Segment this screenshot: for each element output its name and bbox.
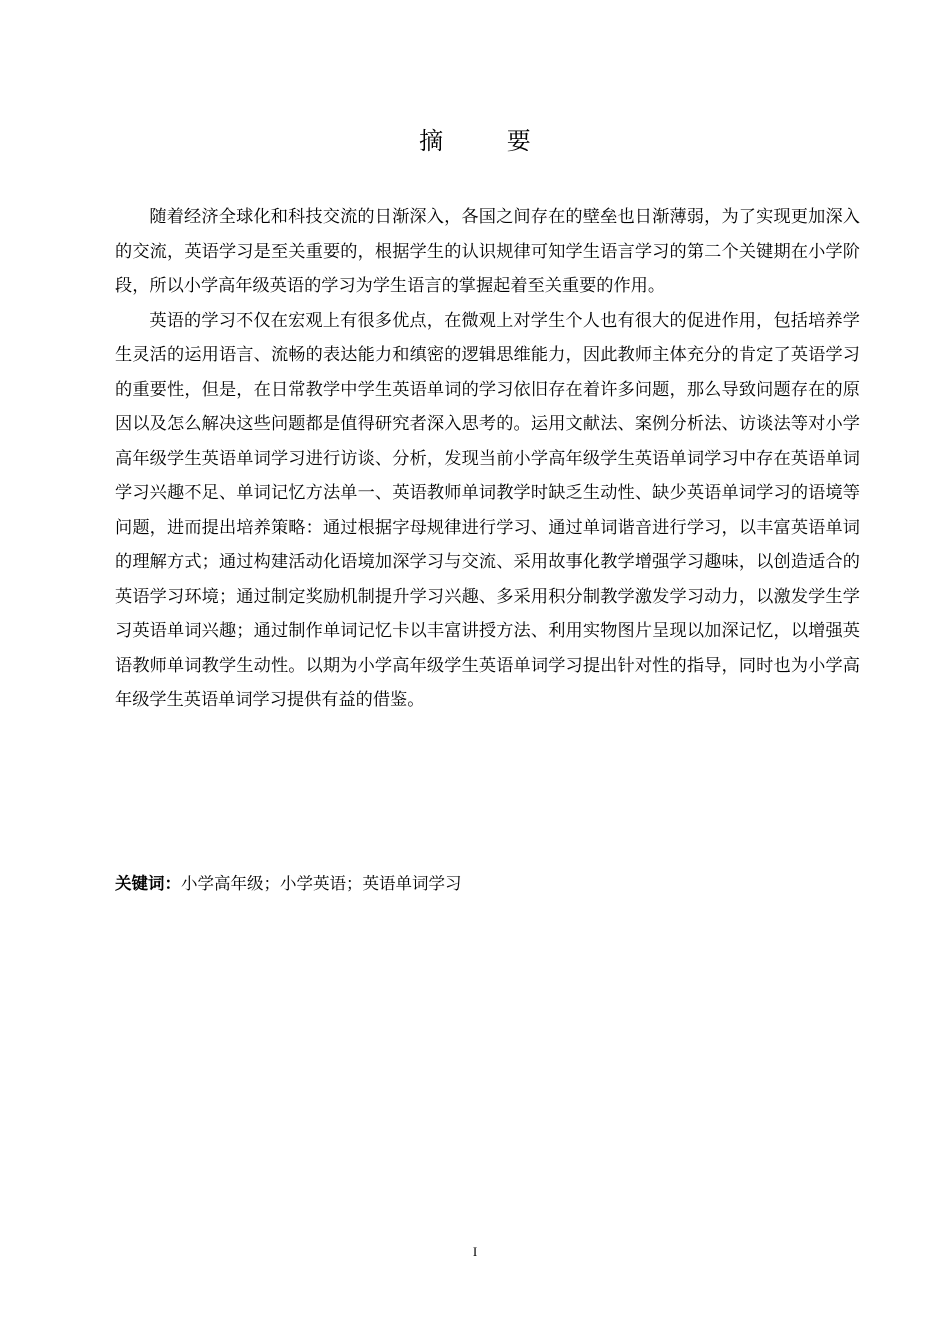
page-number: I [472, 1244, 478, 1259]
abstract-paragraph: 随着经济全球化和科技交流的日渐深入，各国之间存在的壁垒也日渐薄弱，为了实现更加深入的交流，英语学习是至关重要的，根据学生的认识规律可知学生语言学习的第二个关键期在小学阶段，所以小学高年级英语的学习为学生语言的掌握起着至关重要的作用。 [115, 207, 860, 296]
page-title: 摘 要 [419, 127, 559, 155]
keywords-line [115, 869, 860, 899]
abstract-body [115, 200, 860, 718]
abstract-paragraph: 英语的学习不仅在宏观上有很多优点，在微观上对学生个人也有很大的促进作用，包括培养学生灵活的运用语言、流畅的表达能力和缜密的逻辑思维能力，因此教师主体充分的肯定了英语学习的重要性，但是，在日常教学中学生英语单词的学习依旧存在着许多问题，那么导致问题存在的原因以及怎么解决这些问题都是值得研究者深入思考的。运用文献法、案例分析法、访谈法等对小学高年级学生英语单词学习进行访谈、分析，发现当前小学高年级学生英语单词学习中存在英语单词学习兴趣不足、单词记忆方法单一、英语教师单词教学时缺乏生动性、缺少英语单词学习的语境等问题，进而提出培养策略：通过根据字母规律进行学习、通过单词谐音进行学习，以丰富英语单词的理解方式；通过构建活动化语境加深学习与交流、采用故事化教学增强学习趣味，以创造适合的英语学习环境；通过制定奖励机制提升学习兴趣、多采用积分制教学激发学习动力，以激发学生学习英语单词兴趣；通过制作单词记忆卡以丰富讲授方法、利用实物图片呈现以加深记忆，以增强英语教师单词教学生动性。以期为小学高年级学生英语单词学习提出针对性的指导，同时也为小学高年级学生英语单词学习提供有益的借鉴。 [115, 310, 860, 710]
keywords-value: 小学高年级；小学英语；英语单词学习 [181, 874, 462, 893]
keywords-label: 关键词： [115, 874, 181, 893]
